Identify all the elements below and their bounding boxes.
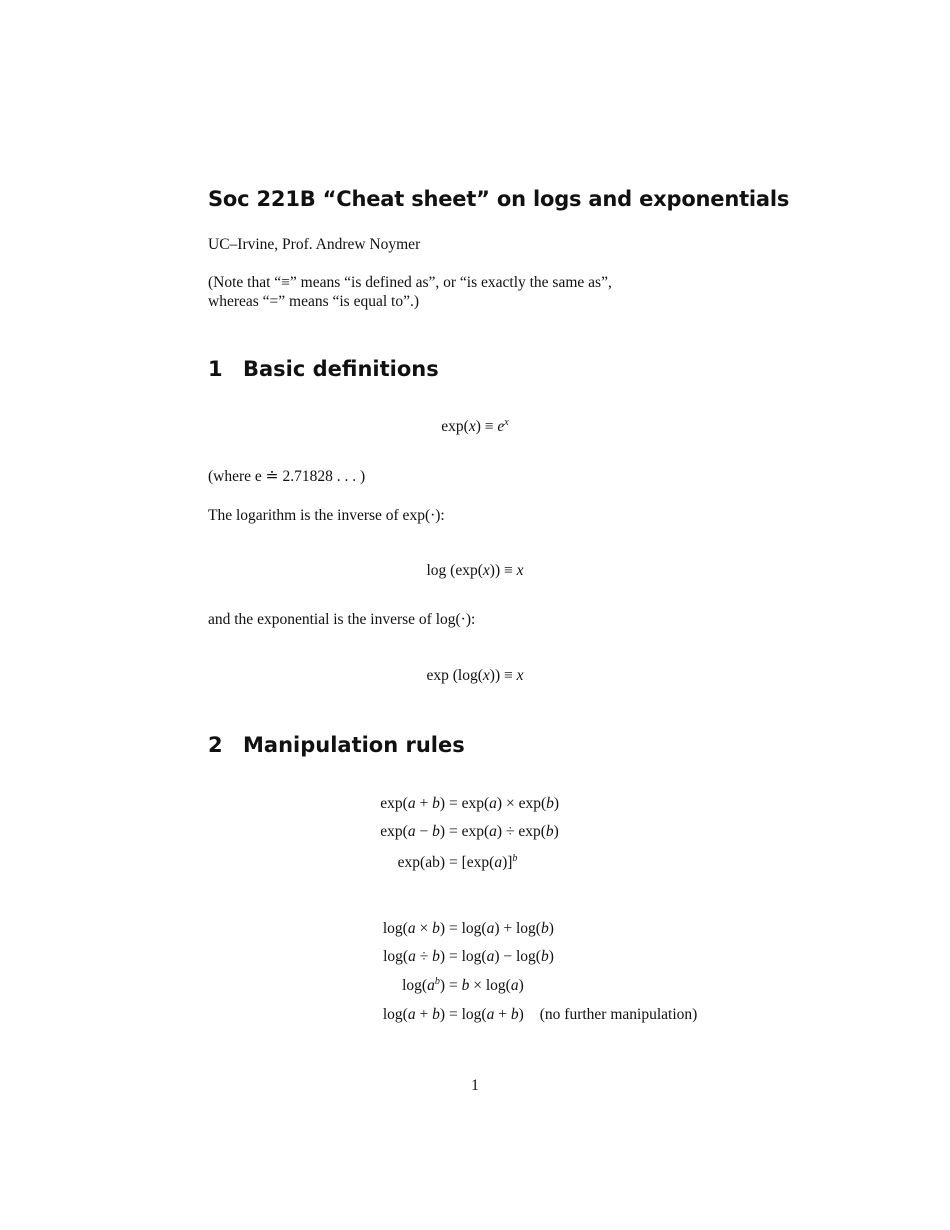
rule-rhs [449,1006,697,1024]
exp-rule-row [0,823,950,845]
rule-rhs: = exp(a) × exp(b) [449,795,560,812]
section-number: 2 [208,733,223,757]
rule-rhs: = log(a) − log(b) [449,948,554,965]
rule-rhs: = b × log(a) [449,977,524,994]
equation-log-of-exp [0,562,950,580]
rule-lhs: log(a ÷ b) [383,948,445,965]
rule-note: (no further manipulation) [539,1006,698,1023]
section-title: Manipulation rules [243,733,465,757]
section-heading-manipulation-rules [208,733,465,757]
rule-rhs-value: = log(a + b) [449,1006,524,1023]
rule-lhs: log(a × b) [382,920,445,937]
euler-number-note: (where e ≐ 2.71828 . . . ) [208,468,366,485]
log-rule-row [0,920,950,942]
rule-lhs: log(a + b) [382,1006,445,1023]
note-line-1: (Note that “≡” means “is defined as”, or “is exactly the same as”, [208,274,612,291]
author-line: UC–Irvine, Prof. Andrew Noymer [208,236,421,253]
rule-lhs: exp(ab) [397,854,445,871]
section-title: Basic definitions [243,357,439,381]
definition-note [208,273,612,311]
log-rule-row [0,1006,950,1028]
equation-text: $\exp(x) \equiv e^x$ [441,417,509,435]
equation-exp-definition [0,418,950,436]
rule-lhs: exp(a − b) [380,823,445,840]
exp-rule-row [0,854,950,876]
rule-rhs: = exp(a) ÷ exp(b) [449,823,559,840]
equation-exp-of-log [0,667,950,685]
rule-rhs: = log(a) + log(b) [449,920,554,937]
rule-rhs: = $[\exp(a)]^b$ [449,853,518,871]
note-line-2: whereas “=” means “is equal to”.) [208,293,420,310]
exp-rule-row [0,795,950,817]
exp-inverse-text: and the exponential is the inverse of log(·): [208,611,476,628]
equation-text: exp (log(x)) ≡ x [426,667,524,684]
log-inverse-text: The logarithm is the inverse of exp(·): [208,507,445,524]
page-number: 1 [471,1077,479,1094]
section-number: 1 [208,357,223,381]
equation-text: log (exp(x)) ≡ x [426,562,524,579]
document-title: Soc 221B “Cheat sheet” on logs and exponentials [208,187,790,211]
log-rule-row [0,977,950,999]
section-heading-basic-definitions [208,357,439,381]
rule-lhs: $\log(a^b)$ [402,976,445,994]
log-rule-row [0,948,950,970]
rule-lhs: exp(a + b) [380,795,445,812]
